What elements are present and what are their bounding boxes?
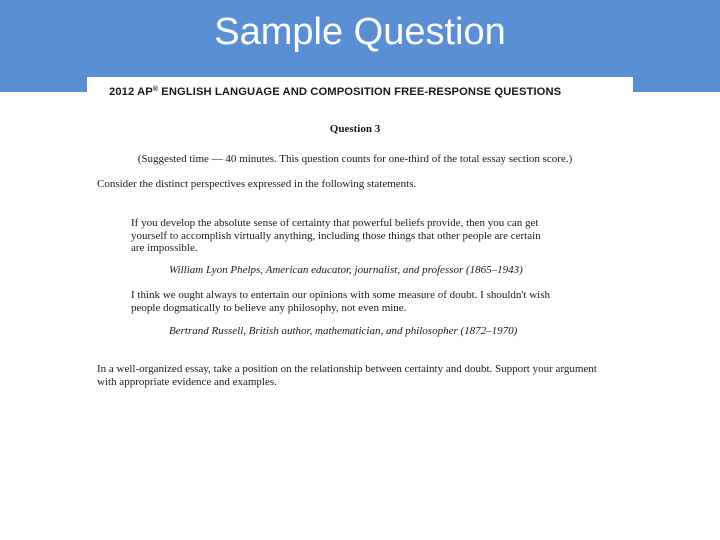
suggested-time-note: (Suggested time — 40 minutes. This question counts for one-third of the total essay section score.): [137, 153, 573, 165]
exam-header-prefix: 2012 AP: [109, 86, 153, 98]
attribution-phelps: William Lyon Phelps, American educator, journalist, and professor (1865–1943): [169, 264, 523, 276]
scanned-question-page: [87, 77, 633, 397]
question-number: Question 3: [329, 123, 381, 135]
attribution-russell: Bertrand Russell, British author, mathematician, and philosopher (1872–1970): [169, 325, 518, 337]
exam-header: [109, 86, 619, 98]
essay-task: In a well-organized essay, take a position on the relationship between certainty and doubt. Support your argument with appropriate evidence and examples.: [97, 363, 597, 388]
quote-phelps: If you develop the absolute sense of certainty that powerful beliefs provide, then you can get yourself to accomplish virtually anything, including those things that other people are certain are impossible.: [131, 217, 541, 254]
slide-title: Sample Question: [214, 11, 506, 53]
question-prompt: Consider the distinct perspectives expressed in the following statements.: [97, 178, 417, 190]
exam-header-suffix: ENGLISH LANGUAGE AND COMPOSITION FREE-RESPONSE QUESTIONS: [158, 86, 562, 98]
registered-mark: ®: [152, 86, 159, 93]
quote-russell: I think we ought always to entertain our opinions with some measure of doubt. I shouldn't wish people dogmatically to believe any philosophy, not even mine.: [131, 289, 551, 314]
